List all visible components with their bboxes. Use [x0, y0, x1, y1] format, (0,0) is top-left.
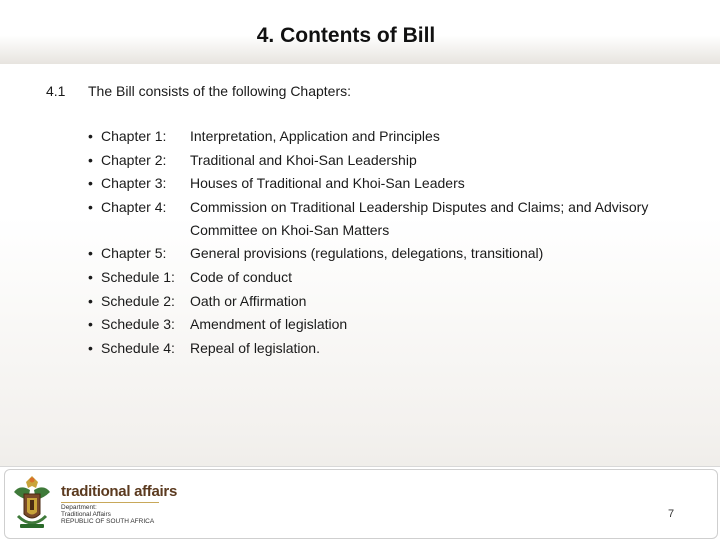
item-label: Chapter 5: — [101, 245, 167, 262]
page-number: 7 — [668, 508, 675, 520]
item-description: Traditional and Khoi-San Leadership — [190, 151, 417, 168]
footer-frame — [4, 469, 718, 539]
item-description: Oath or Affirmation — [190, 292, 307, 309]
section-intro: The Bill consists of the following Chapters: — [88, 83, 352, 99]
list-item — [88, 340, 688, 364]
bullet-icon: • — [88, 245, 93, 262]
bullet-icon: • — [88, 292, 93, 309]
item-description: Houses of Traditional and Khoi-San Leaders — [190, 175, 465, 192]
item-description: Interpretation, Application and Principles — [190, 128, 440, 144]
coat-of-arms-icon — [10, 474, 54, 532]
bullet-icon: • — [88, 316, 93, 333]
slide-title: 4. Contents of Bill — [256, 24, 436, 47]
item-label: Chapter 1: — [101, 128, 167, 144]
item-label: Schedule 1: — [101, 268, 175, 285]
item-label: Schedule 2: — [101, 292, 175, 309]
section-number: 4.1 — [46, 83, 66, 99]
bullet-icon: • — [88, 128, 93, 144]
bullet-icon: • — [88, 268, 93, 285]
bullet-icon: • — [88, 339, 93, 356]
item-label: Schedule 3: — [101, 316, 175, 333]
brand-divider — [61, 502, 159, 503]
bullet-icon: • — [88, 198, 93, 215]
item-description: General provisions (regulations, delegations, transitional) — [190, 245, 544, 262]
dept-line-3: REPUBLIC OF SOUTH AFRICA — [61, 518, 155, 525]
item-label: Chapter 2: — [101, 151, 167, 168]
list-item — [88, 199, 688, 246]
item-description: Code of conduct — [190, 268, 292, 285]
item-description: Amendment of legislation — [190, 316, 348, 333]
contents-list — [88, 128, 688, 363]
item-label: Schedule 4: — [101, 339, 175, 356]
item-description: Repeal of legislation. — [190, 339, 320, 356]
item-label: Chapter 4: — [101, 198, 167, 215]
dept-line-1: Department: — [61, 504, 97, 511]
item-label: Chapter 3: — [101, 175, 167, 192]
dept-line-2: Traditional Affairs — [61, 511, 111, 518]
bullet-icon: • — [88, 151, 93, 168]
brand-name: traditional affairs — [61, 483, 177, 500]
bullet-icon: • — [88, 175, 93, 192]
item-description: Commission on Traditional Leadership Disputes and Claims; and Advisory Committee on Khoi-San Matters — [190, 198, 649, 238]
